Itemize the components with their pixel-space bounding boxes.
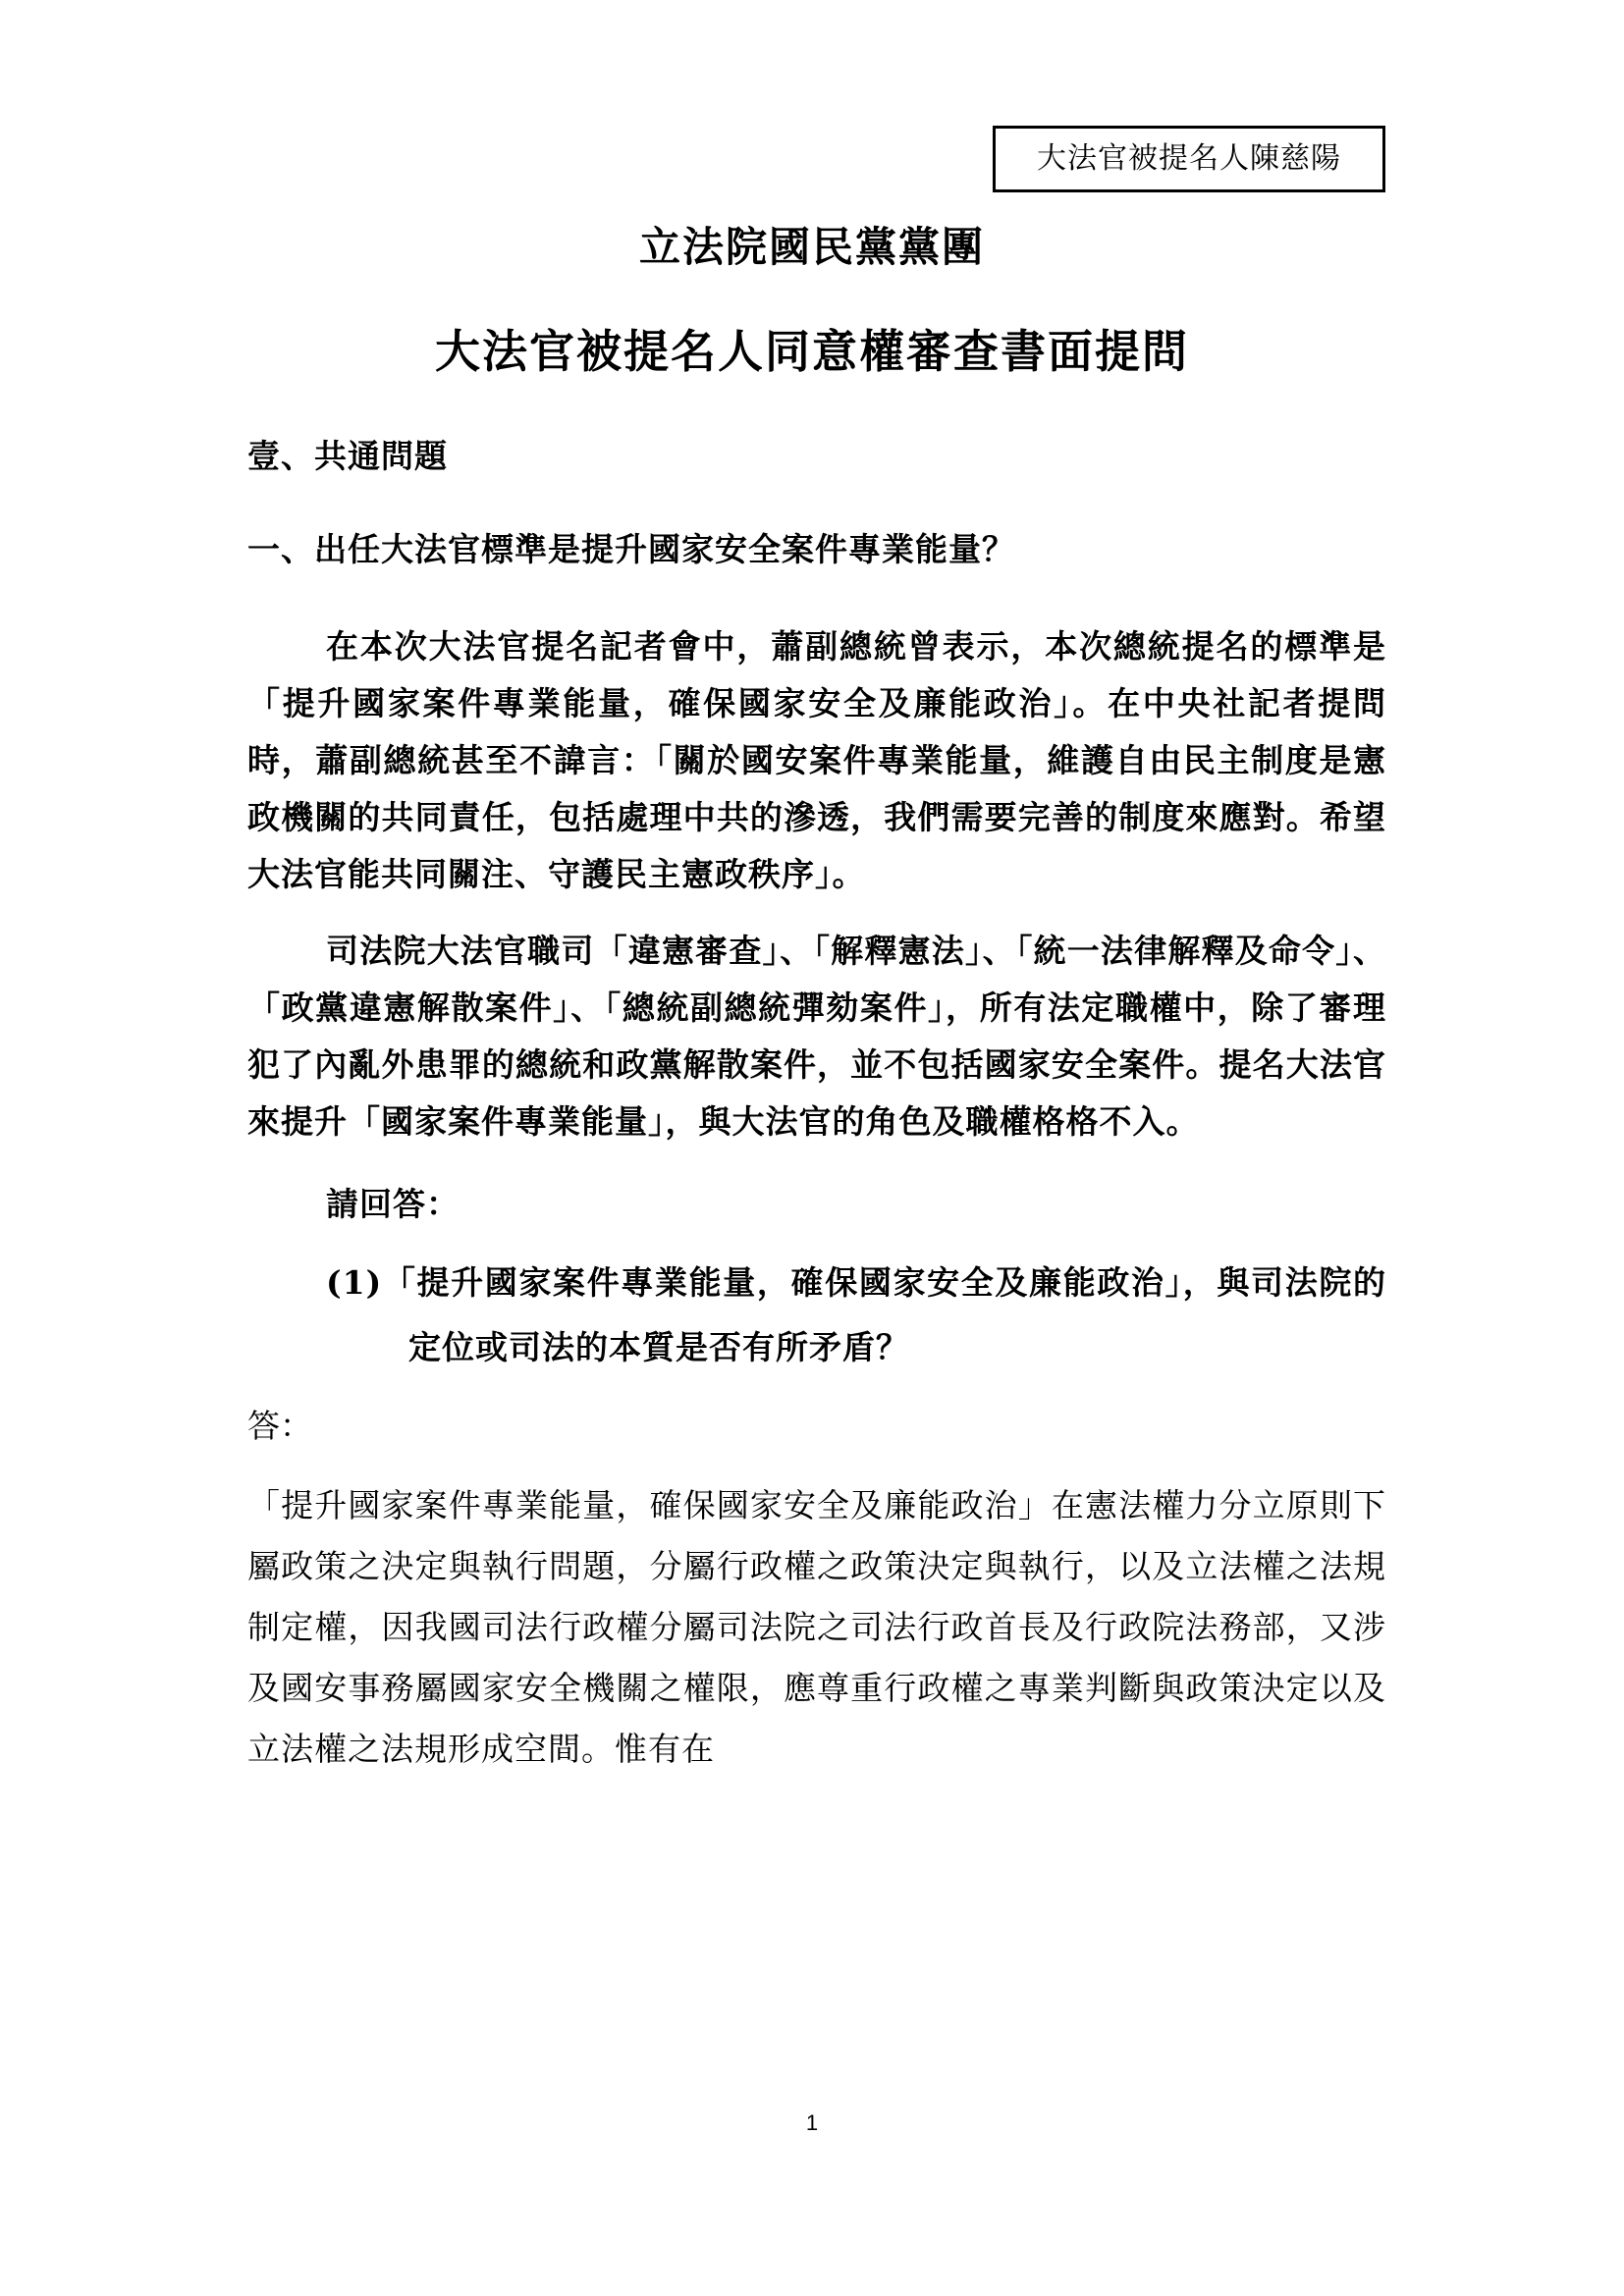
- document-title-caucus: 立法院國民黨黨團: [638, 223, 985, 271]
- paragraph-2: 司法院大法官職司「違憲審查」、「解釋憲法」、「統一法律解釋及命令」、「政黨違憲解散案件」、「總統副總統彈劾案件」，所有法定職權中，除了審理犯了內亂外患罪的總統和政黨解散案件，並不包括國家安全案件。提名大法官來提升「國家案件專業能量」，與大法官的角色及職權格格不入。: [247, 932, 1386, 1141]
- answer-label: 答：: [247, 1407, 312, 1445]
- paragraph-1: 在本次大法官提名記者會中，蕭副總統曾表示，本次總統提名的標準是「提升國家案件專業能量，確保國家安全及廉能政治」。在中央社記者提問時，蕭副總統甚至不諱言：「關於國安案件專業能量，維護自由民主制度是憲政機關的共同責任，包括處理中共的滲透，我們需要完善的制度來應對。希望大法官能共同關注、守護民主憲政秩序」。: [247, 627, 1386, 893]
- document-title-main: 大法官被提名人同意權審查書面提問: [435, 325, 1189, 378]
- answer-text: 「提升國家案件專業能量，確保國家安全及廉能政治」在憲法權力分立原則下屬政策之決定與執行問題，分屬行政權之政策決定與執行，以及立法權之法規制定權，因我國司法行政權分屬司法院之司法行政首長及行政院法務部，又涉及國安事務屬國家安全機關之權限，應尊重行政權之專業判斷與政策決定以及立法權之法規形成空間。惟有在: [247, 1486, 1386, 1768]
- section-heading: 壹、共通問題: [247, 437, 448, 475]
- question-heading: 一、出任大法官標準是提升國家安全案件專業能量？: [247, 530, 1015, 568]
- document-body: [247, 432, 1386, 1780]
- nominee-tag: 大法官被提名人陳慈陽: [1037, 141, 1341, 176]
- page-number: 1: [805, 2110, 819, 2135]
- nominee-tag-box: [993, 126, 1385, 192]
- answer-prompt: 請回答：: [326, 1185, 460, 1223]
- subquestion-1: (1)「提升國家案件專業能量，確保國家安全及廉能政治」，與司法院的定位或司法的本質是否有所矛盾？: [326, 1263, 1386, 1366]
